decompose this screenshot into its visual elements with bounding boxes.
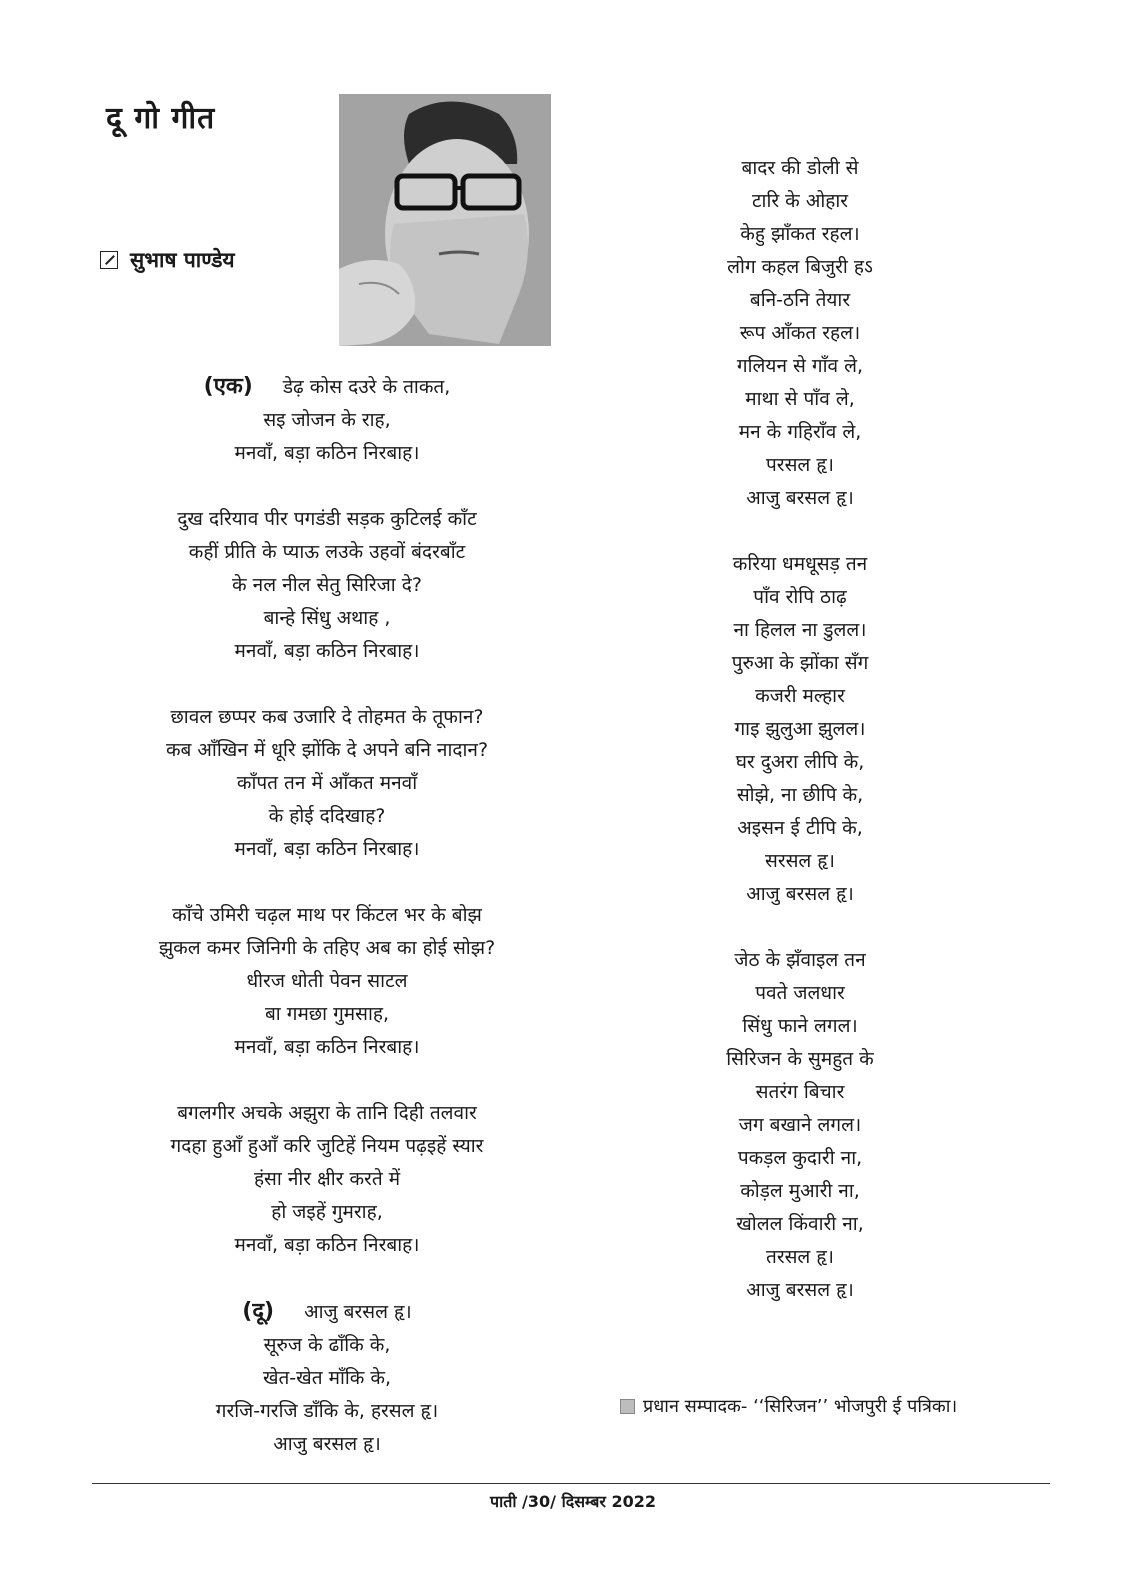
poem-line: सिंधु फाने लगल।: [742, 1015, 858, 1037]
poem-line: के होई ददिखाह?: [268, 805, 386, 827]
poem-line: मनवाँ, बड़ा कठिन निरबाह।: [234, 838, 420, 860]
poem-line: मनवाँ, बड़ा कठिन निरबाह।: [234, 442, 420, 464]
stanza: [680, 152, 920, 515]
poem-line: (दू) आजु बरसल हृ।: [242, 1299, 412, 1324]
poem-line: सइ जोजन के राह,: [263, 409, 391, 431]
poem-line: पाँव रोपि ठाढ़: [753, 586, 847, 608]
poem-line: अइसन ई टीपि के,: [737, 817, 863, 839]
stanza: [112, 899, 542, 1064]
poem-line: करिया धमधूसड़ तन: [732, 553, 868, 575]
poem-line: कहीं प्रीति के प्याऊ लउके उहवों बंदरबाँट: [188, 541, 466, 563]
poem-line: छावल छप्पर कब उजारि दे तोहमत के तूफान?: [170, 706, 484, 728]
editor-note: [620, 1394, 957, 1418]
poem-line: गरजि-गरजि डाँकि के, हरसल हृ।: [215, 1400, 439, 1422]
poem-line: धीरज धोती पेवन साटल: [246, 970, 408, 992]
poem-line: बा गमछा गुमसाह,: [264, 1003, 390, 1025]
poem-line: खोलल किंवारी ना,: [736, 1213, 864, 1235]
poem-line: आजु बरसल हृ।: [746, 1279, 854, 1301]
poem-line: बान्हे सिंधु अथाह ,: [263, 607, 391, 629]
stanza: [680, 548, 920, 911]
poem-line: पवते जलधार: [755, 982, 845, 1004]
poem-line: आजु बरसल हृ।: [273, 1433, 381, 1455]
stanza: [112, 701, 542, 866]
poem-line: दुख दरियाव पीर पगडंडी सड़क कुटिलई काँट: [177, 508, 477, 530]
poem-line: मनवाँ, बड़ा कठिन निरबाह।: [234, 640, 420, 662]
stanza: [112, 1295, 542, 1461]
stanza: [112, 503, 542, 668]
poem-line: तरसल हृ।: [765, 1246, 835, 1268]
song-two-label: (दू): [242, 1299, 275, 1324]
footer-divider: [92, 1483, 1050, 1484]
poem-line: गदहा हुआँ हुआँ करि जुटिहें नियम पढ़इहें स्यार: [170, 1135, 484, 1157]
poem-line: सरसल हृ।: [764, 850, 836, 872]
poem-line: गलियन से गाँव ले,: [736, 355, 864, 377]
poem-line: टारि के ओहार: [751, 190, 849, 212]
poem-line: मन के गहिराँव ले,: [738, 421, 862, 443]
poem-line: रूप आँकत रहल।: [739, 322, 861, 344]
poem-line: ना हिलल ना डुलल।: [733, 619, 867, 641]
poem-line: काँचे उमिरी चढ़ल माथ पर किंटल भर के बोझ: [172, 904, 482, 926]
poem-line: हंसा नीर क्षीर करते में: [253, 1168, 401, 1190]
poem-line: के नल नील सेतु सिरिजा दे?: [232, 574, 422, 596]
poem-line: कब आँखिन में धूरि झोंकि दे अपने बनि नादान?: [165, 739, 489, 761]
poem-line: माथा से पाँव ले,: [745, 388, 855, 410]
author-name: सुभाष पाण्डेय: [130, 248, 235, 272]
poem-line: खेत-खेत माँकि के,: [262, 1367, 392, 1389]
pen-note-icon: [100, 251, 118, 269]
stanza: [680, 944, 920, 1307]
poem-line: सूरुज के ढाँकि के,: [263, 1334, 391, 1356]
page-title: दू गो गीत: [106, 101, 216, 136]
page-footer: पाती /30/ दिसम्बर 2022: [489, 1492, 657, 1511]
poem-line: आजु बरसल हृ।: [746, 487, 854, 509]
poem-line: बादर की डोली से: [741, 157, 859, 179]
editor-note-text: प्रधान सम्पादक- ‘‘सिरिजन’’ भोजपुरी ई पत्रिका।: [643, 1396, 958, 1417]
poem-line: काँपत तन में आँकत मनवाँ: [236, 772, 418, 794]
poem-line: हो जइहें गुमराह,: [271, 1201, 383, 1223]
author-byline: [100, 246, 235, 274]
poem-line: कजरी मल्हार: [755, 685, 845, 707]
poem-line: पकड़ल कुदारी ना,: [737, 1147, 863, 1169]
poem-line: जेठ के झँवाइल तन: [734, 949, 866, 971]
poem-line: सोझे, ना छीपि के,: [736, 784, 864, 806]
poem-line: आजु बरसल हृ।: [746, 883, 854, 905]
poem-line: पुरुआ के झोंका सँग: [731, 652, 869, 674]
poem-line: सिरिजन के सुमहुत के: [726, 1048, 874, 1070]
poem-line: (एक) डेढ़ कोस दउरे के ताकत,: [203, 374, 451, 399]
poem-line: बनि-ठनि तेयार: [749, 289, 851, 311]
poem-line: झुकल कमर जिनिगी के तहिए अब का होई सोझ?: [158, 937, 496, 959]
poem-line: सतरंग बिचार: [755, 1081, 845, 1103]
song-two-column: [680, 152, 920, 1340]
stanza: [112, 370, 542, 470]
poem-line: घर दुअरा लीपि के,: [735, 751, 865, 773]
square-bullet-icon: [620, 1399, 635, 1414]
poem-line: गाइ झुलुआ झुलल।: [734, 718, 866, 740]
poem-line: जग बखाने लगल।: [738, 1114, 862, 1136]
poem-line: लोग कहल बिजुरी हऽ: [727, 256, 873, 278]
author-photo: [339, 94, 551, 346]
song-one-label: (एक): [203, 374, 253, 399]
poem-line: मनवाँ, बड़ा कठिन निरबाह।: [234, 1234, 420, 1256]
poem-line: परसल हृ।: [766, 454, 834, 476]
poem-line: मनवाँ, बड़ा कठिन निरबाह।: [234, 1036, 420, 1058]
poem-line: केहु झाँकत रहल।: [740, 223, 860, 245]
song-one-column: [112, 370, 542, 1494]
poem-line: कोड़ल मुआरी ना,: [740, 1180, 860, 1202]
stanza: [112, 1097, 542, 1262]
poem-line: बगलगीर अचके अझुरा के तानि दिही तलवार: [177, 1102, 477, 1124]
